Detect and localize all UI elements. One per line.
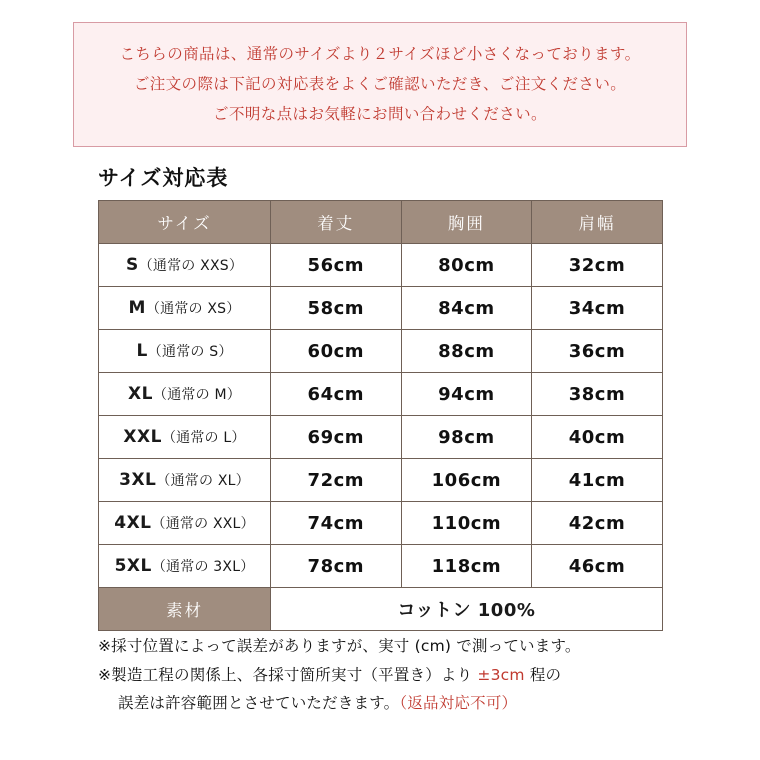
- material-value: コットン 100%: [271, 588, 663, 631]
- table-row: [99, 459, 663, 502]
- size-equivalent: （通常の S）: [147, 344, 233, 360]
- cell-shoulder: 36cm: [532, 330, 663, 373]
- size-equivalent: （通常の XXS）: [138, 258, 244, 274]
- size-equivalent: （通常の 3XL）: [151, 559, 255, 575]
- cell-shoulder: 41cm: [532, 459, 663, 502]
- table-row: [99, 373, 663, 416]
- cell-size: [99, 502, 271, 545]
- cell-shoulder: 40cm: [532, 416, 663, 459]
- notice-line-1: こちらの商品は、通常のサイズより２サイズほど小さくなっております。: [119, 45, 641, 63]
- footnote-line-3: [98, 689, 698, 718]
- cell-chest: 80cm: [401, 244, 532, 287]
- size-name: XXL: [123, 427, 162, 447]
- size-equivalent: （通常の XXL）: [151, 516, 255, 532]
- footnote-line-2-part-a: ※製造工程の関係上、各採寸箇所実寸（平置き）より: [98, 665, 478, 684]
- table-row: [99, 287, 663, 330]
- cell-chest: 118cm: [401, 545, 532, 588]
- cell-size: [99, 459, 271, 502]
- cell-length: 69cm: [271, 416, 402, 459]
- size-name: 5XL: [114, 556, 152, 576]
- footnote-line-2-part-b: 程の: [524, 665, 562, 684]
- table-row: [99, 416, 663, 459]
- footnote-line-1: ※採寸位置によって誤差がありますが、実寸 (cm) で測っています。: [98, 637, 581, 655]
- cell-length: 60cm: [271, 330, 402, 373]
- notice-box: [73, 22, 687, 147]
- cell-shoulder: 38cm: [532, 373, 663, 416]
- table-body: [99, 244, 663, 631]
- cell-length: 72cm: [271, 459, 402, 502]
- cell-size: [99, 244, 271, 287]
- cell-size: [99, 287, 271, 330]
- cell-chest: 94cm: [401, 373, 532, 416]
- size-name: 4XL: [114, 513, 152, 533]
- table-row: [99, 502, 663, 545]
- table-row: [99, 330, 663, 373]
- cell-chest: 98cm: [401, 416, 532, 459]
- cell-size: [99, 416, 271, 459]
- cell-length: 78cm: [271, 545, 402, 588]
- footnotes: [98, 632, 698, 718]
- column-header-shoulder: 肩幅: [532, 201, 663, 244]
- column-header-chest: 胸囲: [401, 201, 532, 244]
- cell-chest: 110cm: [401, 502, 532, 545]
- cell-shoulder: 46cm: [532, 545, 663, 588]
- cell-length: 58cm: [271, 287, 402, 330]
- table-row-material: [99, 588, 663, 631]
- material-label: 素材: [99, 588, 271, 631]
- no-return-note: （返品対応不可）: [399, 694, 518, 713]
- cell-shoulder: 32cm: [532, 244, 663, 287]
- column-header-size: サイズ: [99, 201, 271, 244]
- page-title: サイズ対応表: [98, 166, 229, 190]
- table-header-row: [99, 201, 663, 244]
- cell-shoulder: 42cm: [532, 502, 663, 545]
- footnote-line-3-part-a: 誤差は許容範囲とさせていただきます。: [118, 694, 400, 713]
- table-head: [99, 201, 663, 244]
- table-row: [99, 545, 663, 588]
- cell-length: 56cm: [271, 244, 402, 287]
- cell-size: [99, 373, 271, 416]
- cell-chest: 84cm: [401, 287, 532, 330]
- cell-length: 64cm: [271, 373, 402, 416]
- size-name: L: [136, 341, 148, 361]
- cell-chest: 88cm: [401, 330, 532, 373]
- size-name: M: [128, 298, 146, 318]
- footnote-line-2: [98, 661, 698, 690]
- cell-size: [99, 330, 271, 373]
- tolerance-value: ±3cm: [477, 665, 525, 684]
- notice-line-3: ご不明な点はお気軽にお問い合わせください。: [213, 105, 547, 124]
- size-equivalent: （通常の M）: [153, 387, 241, 403]
- cell-shoulder: 34cm: [532, 287, 663, 330]
- size-name: XL: [128, 384, 153, 404]
- table-row: [99, 244, 663, 287]
- size-name: 3XL: [119, 470, 157, 490]
- size-name: S: [125, 255, 139, 275]
- size-table: [98, 200, 663, 631]
- cell-length: 74cm: [271, 502, 402, 545]
- size-equivalent: （通常の XS）: [145, 301, 241, 317]
- cell-chest: 106cm: [401, 459, 532, 502]
- notice-line-2: ご注文の際は下記の対応表をよくご確認いただき、ご注文ください。: [133, 75, 627, 94]
- size-equivalent: （通常の L）: [161, 430, 246, 446]
- cell-size: [99, 545, 271, 588]
- size-equivalent: （通常の XL）: [156, 473, 250, 489]
- column-header-length: 着丈: [271, 201, 402, 244]
